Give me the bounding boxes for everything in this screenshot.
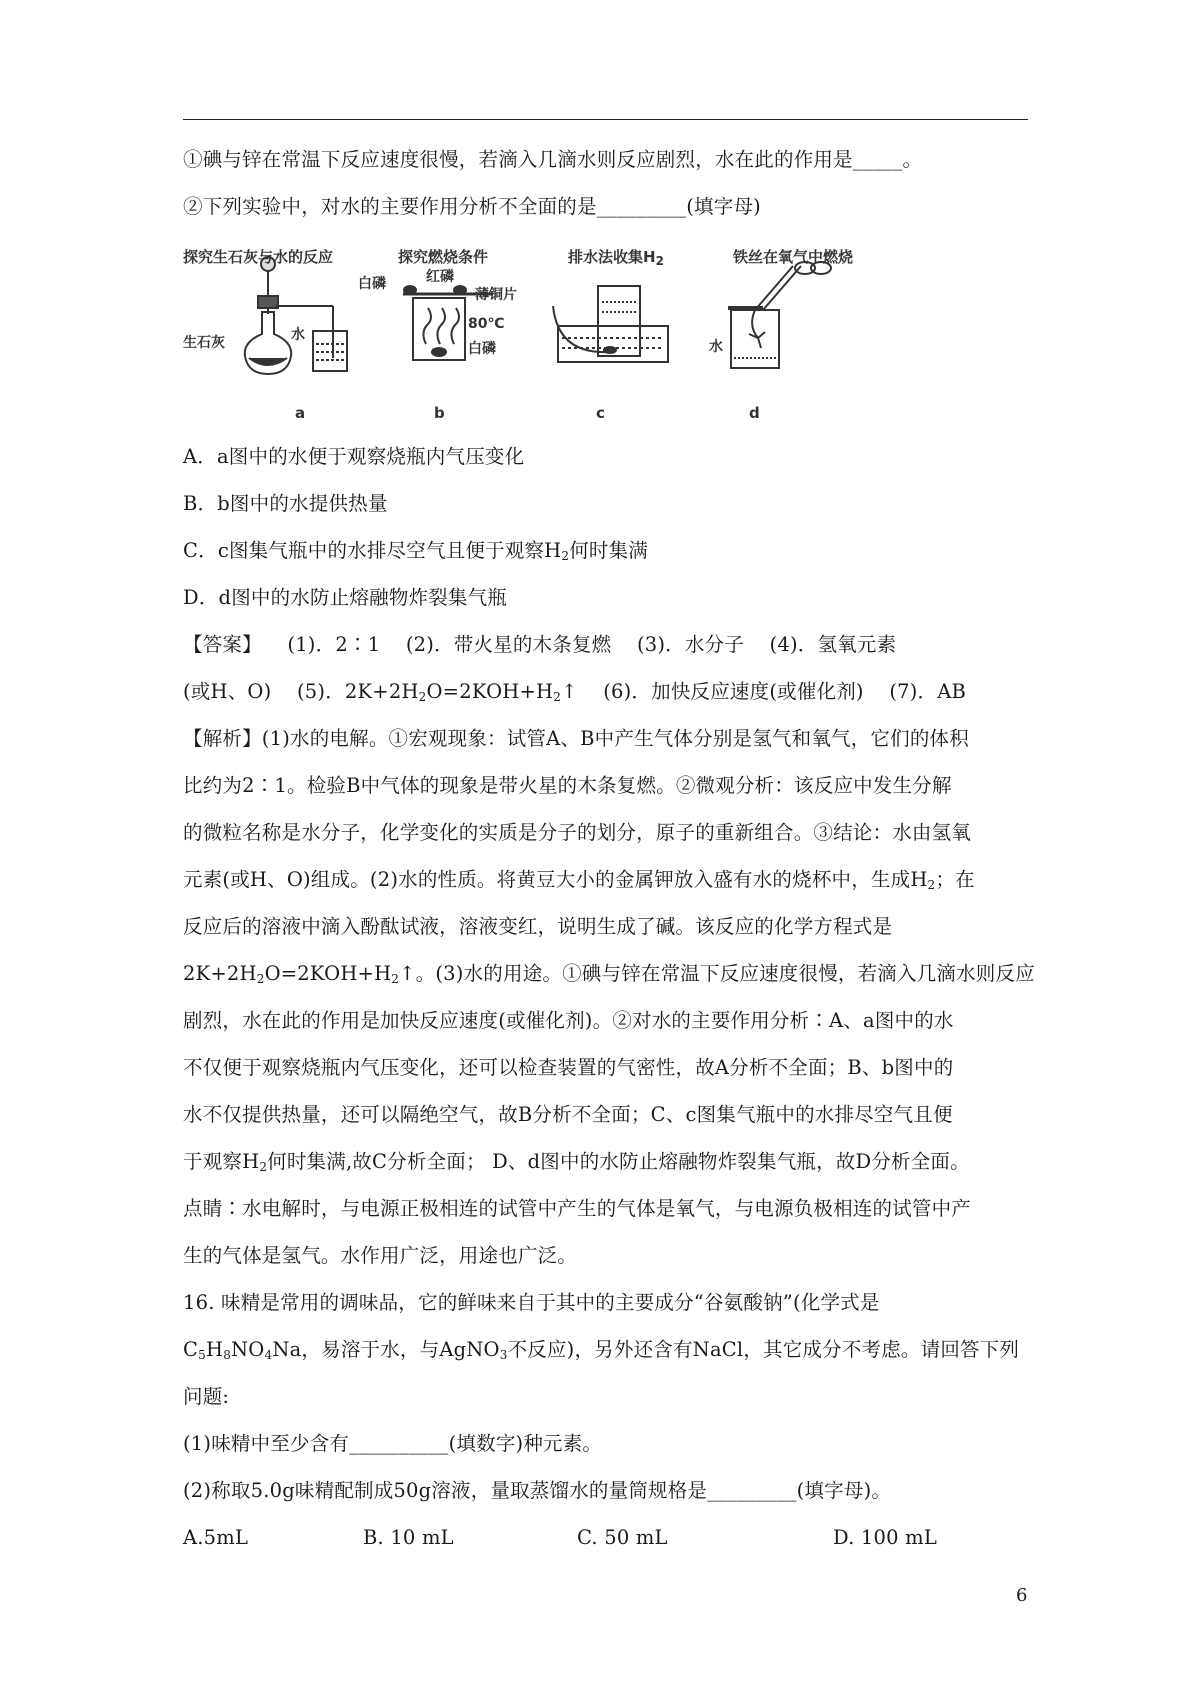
answer-line-2: (或H、O) (5)．$2K+2H_2O=2KOH+H_2↑$ (6)．加快反应速度(或催化剂) (7)．AB	[183, 680, 967, 704]
figure-a-letter: a	[295, 404, 306, 422]
q16-option-a: A.5mL	[183, 1526, 249, 1549]
option-a: A．a图中的水便于观察烧瓶内气压变化	[183, 445, 525, 468]
option-b: B．b图中的水提供热量	[183, 492, 388, 515]
page-number: 6	[1016, 1585, 1028, 1606]
figure-b-label-white-phosphorus-top: 白磷	[358, 276, 386, 292]
answer-line-1: 【答案】 (1)．2∶1 (2)．带火星的木条复燃 (3)．水分子 (4)．氢氧元素	[183, 633, 897, 656]
figure-b-drawing	[368, 246, 543, 426]
header-rule	[183, 119, 1028, 120]
q16-option-b: B. 10 mL	[363, 1526, 454, 1549]
figure-c-letter: c	[596, 404, 605, 422]
q16-option-c: C. 50 mL	[577, 1526, 668, 1549]
question-16-options	[183, 1525, 963, 1551]
figure-b-title: 探究燃烧条件	[398, 248, 489, 266]
question-16-line-1: 16. 味精是常用的调味品，它的鲜味来自于其中的主要成分“谷氨酸钠”(化学式是	[183, 1291, 880, 1314]
figure-b-label-temperature: 80℃	[468, 316, 505, 332]
question-16-line-3: 问题:	[183, 1385, 230, 1408]
analysis-line-10: 于观察$H_2$何时集满,故C分析全面； D、d图中的水防止熔融物炸裂集气瓶，故D分析全面。	[183, 1150, 970, 1174]
question-16-part-1: (1)味精中至少含有__________(填数字)种元素。	[183, 1432, 603, 1455]
question-line-2: ②下列实验中，对水的主要作用分析不全面的是_________(填字母)	[183, 195, 761, 218]
analysis-line-12: 生的气体是氢气。水作用广泛，用途也广泛。	[183, 1244, 578, 1267]
figure-d-title: 铁丝在氧气中燃烧	[733, 248, 854, 266]
figure-d-label-water: 水	[709, 339, 723, 355]
figure-a	[183, 246, 373, 426]
analysis-line-2: 比约为2∶1。检验B中气体的现象是带火星的木条复燃。②微观分析：该反应中发生分解	[183, 774, 952, 797]
analysis-line-8: 不仅便于观察烧瓶内气压变化，还可以检查装置的气密性，故A分析不全面；B、b图中的	[183, 1056, 954, 1079]
figure-c	[548, 246, 698, 426]
figure-d	[703, 246, 903, 426]
figure-b-label-white-phosphorus-bottom: 白磷	[468, 341, 496, 357]
experiment-figures	[183, 246, 903, 426]
figure-b-letter: b	[434, 404, 445, 422]
q16-option-d: D. 100 mL	[833, 1526, 937, 1549]
option-c: C．c图集气瓶中的水排尽空气且便于观察$H_2$何时集满	[183, 539, 649, 563]
figure-a-label-quicklime: 生石灰	[183, 335, 225, 351]
analysis-line-11: 点睛∶水电解时，与电源正极相连的试管中产生的气体是氧气，与电源负极相连的试管中产	[183, 1197, 972, 1220]
question-16-line-2: $C_5H_8NO_4Na$，易溶于水，与AgNO$_3$不反应)，另外还含有NaCl，其它成分不考虑。请回答下列	[183, 1338, 1020, 1362]
figure-d-letter: d	[749, 404, 760, 422]
analysis-line-7: 剧烈，水在此的作用是加快反应速度(或催化剂)。②对水的主要作用分析∶A、a图中的水	[183, 1009, 954, 1032]
figure-d-drawing	[703, 246, 903, 426]
analysis-line-3: 的微粒名称是水分子，化学变化的实质是分子的划分，原子的重新组合。③结论：水由氢氧	[183, 821, 972, 844]
question-line-1: ①碘与锌在常温下反应速度很慢，若滴入几滴水则反应剧烈，水在此的作用是_____。	[183, 148, 923, 171]
figure-b-label-red-phosphorus: 红磷	[426, 269, 454, 285]
figure-a-title: 探究生石灰与水的反应	[183, 248, 334, 266]
question-16-part-2: (2)称取5.0g味精配制成50g溶液，量取蒸馏水的量筒规格是_________(填字母)。	[183, 1479, 892, 1502]
option-d: D．d图中的水防止熔融物炸裂集气瓶	[183, 586, 508, 609]
analysis-line-5: 反应后的溶液中滴入酚酞试液，溶液变红，说明生成了碱。该反应的化学方程式是	[183, 915, 893, 938]
figure-c-drawing	[548, 246, 698, 426]
figure-b-label-copper-sheet: 薄铜片	[475, 287, 517, 303]
figure-b	[358, 246, 543, 426]
analysis-line-4: 元素(或H、O)组成。(2)水的性质。将黄豆大小的金属钾放入盛有水的烧杯中，生成$H_2$；在	[183, 868, 975, 892]
analysis-line-9: 水不仅提供热量，还可以隔绝空气，故B分析不全面；C、c图集气瓶中的水排尽空气且便	[183, 1103, 953, 1126]
analysis-line-1: 【解析】(1)水的电解。①宏观现象：试管A、B中产生气体分别是氢气和氧气，它们的体积	[183, 727, 969, 750]
figure-c-title: 排水法收集$H_2$	[568, 248, 664, 268]
analysis-line-6: $2K+2H_2O=2KOH+H_2↑$。(3)水的用途。①碘与锌在常温下反应速度很慢，若滴入几滴水则反应	[183, 962, 1035, 986]
figure-a-label-water: 水	[291, 327, 305, 343]
